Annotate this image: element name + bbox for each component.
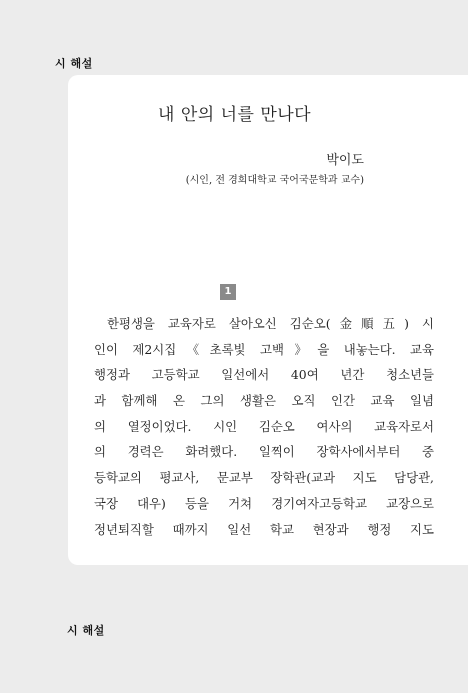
body-line: 한평생을 교육자로 살아오신 김순오(金順五) 시: [107, 316, 434, 331]
author-affiliation: (시인, 전 경희대학교 국어국문학과 교수): [185, 175, 364, 186]
section-label-bottom: 시 해설: [67, 624, 105, 637]
body-line: 의 열정이었다. 시인 김순오 여사의 교육자로서: [94, 418, 434, 434]
article-card: [68, 75, 468, 565]
author-name: 박이도: [326, 153, 364, 168]
section-number-badge: 1: [220, 284, 236, 300]
body-line: 국장 대우) 등을 거쳐 경기여자고등학교 교장으로: [94, 495, 434, 511]
body-line: 인이 제2시집《초록빛 고백》을 내놓는다. 교육: [94, 341, 434, 357]
body-line: 과 함께해 온 그의 생활은 오직 인간 교육 일념: [94, 393, 434, 409]
section-label-top: 시 해설: [55, 57, 93, 70]
body-line: 등학교의 평교사, 문교부 장학관(교과 지도 담당관,: [94, 470, 434, 486]
article-title: 내 안의 너를 만나다: [158, 105, 312, 125]
article-body: [94, 311, 434, 542]
body-line: 정년퇴직할 때까지 일선 학교 현장과 행정 지도: [94, 521, 434, 537]
body-line: 행정과 고등학교 일선에서 40여 년간 청소년들: [94, 367, 434, 383]
body-line: 의 경력은 화려했다. 일찍이 장학사에서부터 중: [94, 444, 434, 460]
